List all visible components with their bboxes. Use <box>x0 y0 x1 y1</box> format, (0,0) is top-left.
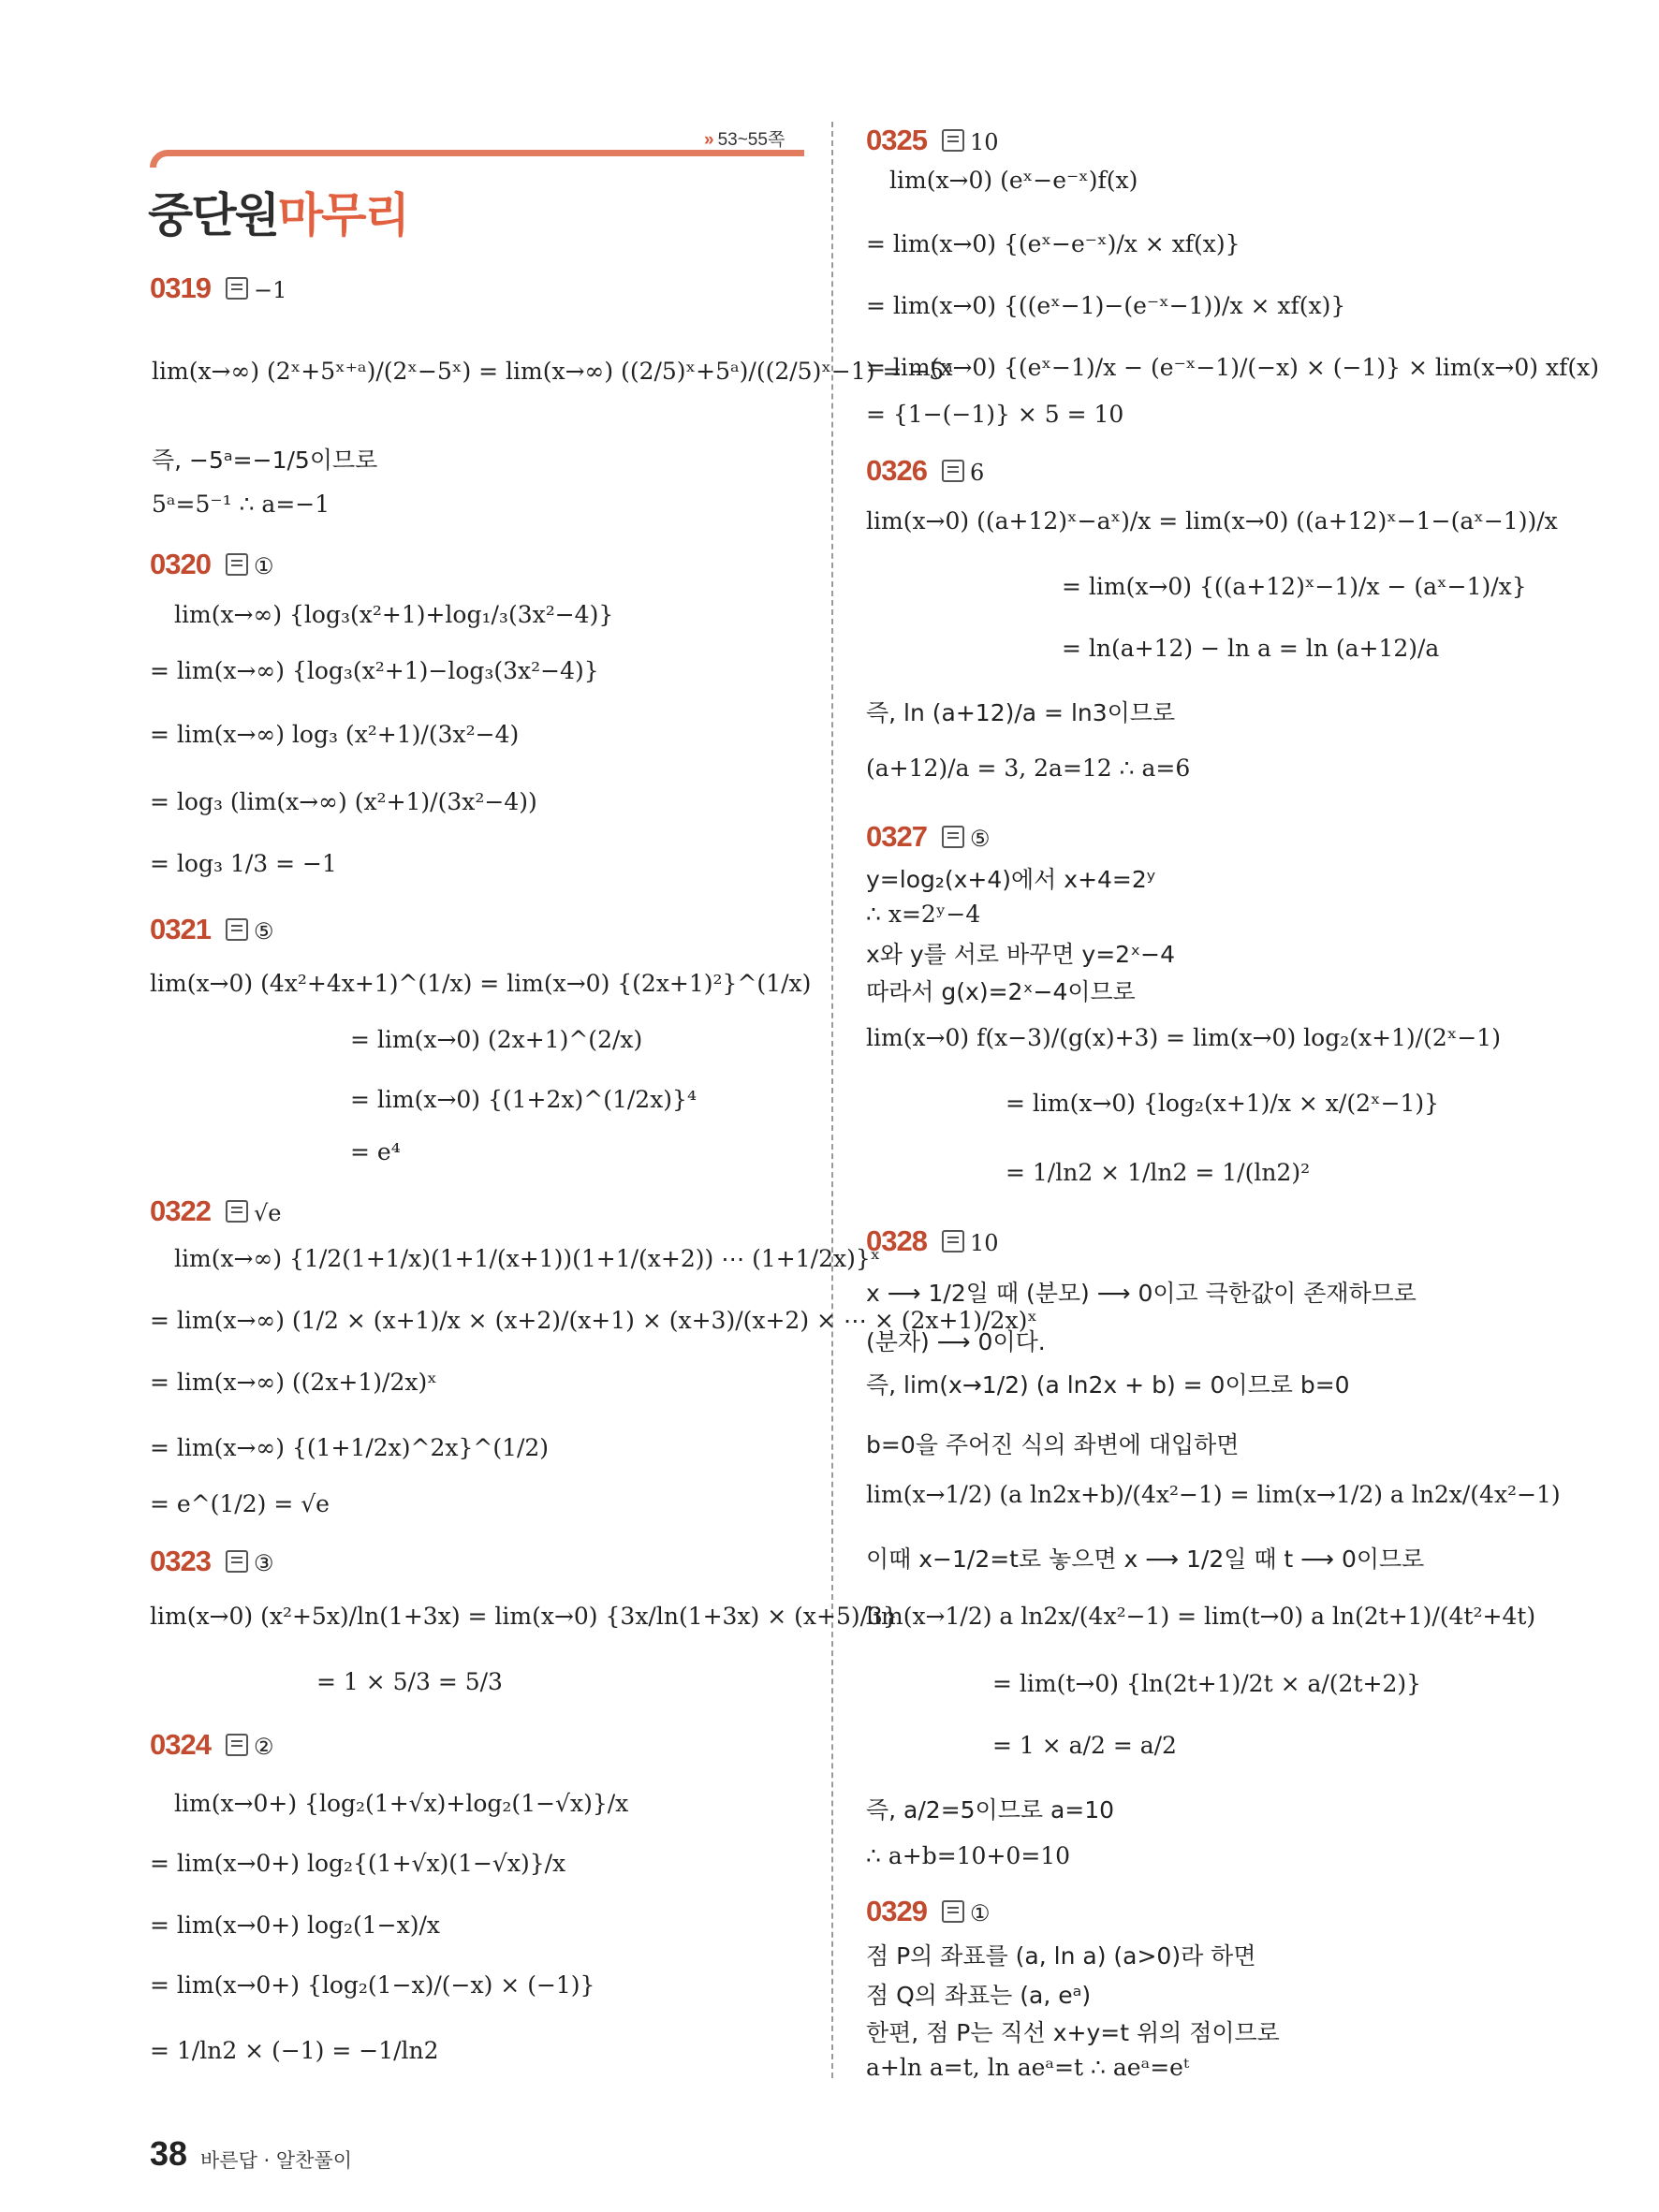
solution-line: = lim(t→0) {ln(2t+1)/2t × a/(2t+2)} <box>992 1670 1422 1697</box>
answer-icon <box>226 277 248 300</box>
solution-line: 즉, −5ᵃ=−1/5이므로 <box>152 447 378 474</box>
solution-line: (분자) ⟶ 0이다. <box>866 1328 1046 1355</box>
solution-line: = log₃ 1/3 = −1 <box>150 850 337 877</box>
solution-line: 즉, ln (a+12)/a = ln3이므로 <box>866 699 1176 726</box>
solution-line: ∴ x=2ʸ−4 <box>866 901 981 928</box>
answer-icon <box>226 553 248 576</box>
solution-line: 따라서 g(x)=2ˣ−4이므로 <box>866 978 1136 1005</box>
problem-answer: ② <box>253 1734 274 1760</box>
problem-number: 0324 <box>150 1728 211 1761</box>
solution-line: x와 y를 서로 바꾸면 y=2ˣ−4 <box>866 941 1176 968</box>
solution-line: 즉, lim(x→1/2) (a ln2x + b) = 0이므로 b=0 <box>866 1371 1350 1399</box>
problem-answer: ⑤ <box>969 826 991 852</box>
answer-icon <box>226 1734 248 1756</box>
section-title <box>148 178 408 245</box>
solution-line: = lim(x→0) {((a+12)ˣ−1)/x − (aˣ−1)/x} <box>1062 573 1527 600</box>
answer-icon <box>942 129 964 152</box>
solution-line: = 1 × a/2 = a/2 <box>992 1732 1177 1759</box>
solution-line: = {1−(−1)} × 5 = 10 <box>866 401 1124 428</box>
problem-number: 0321 <box>150 913 211 945</box>
answer-icon <box>942 826 964 848</box>
solution-line: = lim(x→0) {log₂(x+1)/x × x/(2ˣ−1)} <box>1006 1090 1440 1117</box>
solution-line: lim(x→∞) {1/2(1+1/x)(1+1/(x+1))(1+1/(x+2)) ⋯ (1+1/2x)}ˣ <box>174 1245 881 1272</box>
solution-line: (a+12)/a = 3, 2a=12 ∴ a=6 <box>866 754 1191 782</box>
problem-number: 0319 <box>150 271 211 304</box>
column-divider <box>831 122 833 2078</box>
problem-answer: 6 <box>969 460 985 486</box>
answer-icon <box>942 460 964 482</box>
solution-line: = log₃ (lim(x→∞) (x²+1)/(3x²−4)) <box>150 788 537 815</box>
solution-line: lim(x→∞) (2ˣ+5ˣ⁺ᵃ)/(2ˣ−5ˣ) = lim(x→∞) ((2/5)ˣ+5ᵃ)/((2/5)ˣ−1) = −5ᵃ <box>152 358 953 385</box>
problem-0323 <box>150 1545 273 1578</box>
problem-0325 <box>866 124 999 157</box>
solution-line: = e^(1/2) = √e <box>150 1490 330 1517</box>
solution-line: 한편, 점 P는 직선 x+y=t 위의 점이므로 <box>866 2019 1280 2046</box>
answer-icon <box>942 1230 964 1252</box>
solution-line: lim(x→0) ((a+12)ˣ−aˣ)/x = lim(x→0) ((a+12)ˣ−1−(aˣ−1))/x <box>866 507 1558 535</box>
problem-answer: ① <box>253 553 274 579</box>
solution-line: = lim(x→0+) log₂(1−x)/x <box>150 1912 440 1939</box>
solution-line: 점 Q의 좌표는 (a, eᵃ) <box>866 1982 1092 2009</box>
solution-line: = lim(x→∞) (1/2 × (x+1)/x × (x+2)/(x+1) × (x+3)/(x+2) × ⋯ × (2x+1)/2x)ˣ <box>150 1307 1037 1334</box>
problem-0327 <box>866 820 990 854</box>
problem-number: 0325 <box>866 124 927 156</box>
solution-line: b=0을 주어진 식의 좌변에 대입하면 <box>866 1431 1240 1458</box>
solution-line: = 1/ln2 × 1/ln2 = 1/(ln2)² <box>1006 1159 1311 1186</box>
solution-line: = lim(x→0+) {log₂(1−x)/(−x) × (−1)} <box>150 1971 595 1999</box>
problem-0324 <box>150 1728 273 1762</box>
problem-0320 <box>150 548 273 581</box>
problem-0329 <box>866 1895 990 1928</box>
problem-answer: ③ <box>253 1550 274 1576</box>
problem-0321 <box>150 913 273 946</box>
problem-number: 0322 <box>150 1194 211 1227</box>
solution-line: = lim(x→0) (2x+1)^(2/x) <box>350 1026 643 1053</box>
solution-line: = lim(x→0) {(eˣ−1)/x − (e⁻ˣ−1)/(−x) × (−1)} × lim(x→0) xf(x) <box>866 354 1599 381</box>
solution-line: = lim(x→0) {(1+2x)^(1/2x)}⁴ <box>350 1086 697 1113</box>
problem-number: 0328 <box>866 1224 927 1257</box>
problem-number: 0327 <box>866 820 927 853</box>
problem-0319 <box>150 271 286 305</box>
page-number: 38 <box>150 2134 188 2173</box>
solution-line: = lim(x→∞) ((2x+1)/2x)ˣ <box>150 1369 437 1396</box>
problem-answer: 10 <box>969 1230 999 1256</box>
solution-line: = 1 × 5/3 = 5/3 <box>316 1668 503 1695</box>
problem-answer: −1 <box>253 277 287 303</box>
section-header-bar <box>150 150 804 168</box>
solution-line: lim(x→0+) {log₂(1+√x)+log₂(1−√x)}/x <box>174 1790 629 1817</box>
solution-line: lim(x→1/2) a ln2x/(4x²−1) = lim(t→0) a ln(2t+1)/(4t²+4t) <box>866 1603 1536 1630</box>
section-title-part2: 마무리 <box>277 188 408 242</box>
problem-answer: √e <box>253 1200 282 1226</box>
solution-line: 5ᵃ=5⁻¹ ∴ a=−1 <box>152 491 330 518</box>
problem-number: 0329 <box>866 1895 927 1927</box>
section-title-part1: 중단원 <box>148 188 278 242</box>
solution-line: lim(x→0) (eˣ−e⁻ˣ)f(x) <box>889 167 1138 194</box>
problem-number: 0326 <box>866 454 927 487</box>
problem-answer: 10 <box>969 129 999 155</box>
solution-line: lim(x→0) (4x²+4x+1)^(1/x) = lim(x→0) {(2x+1)²}^(1/x) <box>150 970 812 997</box>
solution-line: = lim(x→0) {(eˣ−e⁻ˣ)/x × xf(x)} <box>866 230 1241 257</box>
solution-line: = 1/ln2 × (−1) = −1/ln2 <box>150 2037 439 2064</box>
problem-number: 0323 <box>150 1545 211 1577</box>
answer-icon <box>226 1200 248 1223</box>
solution-line: lim(x→0) (x²+5x)/ln(1+3x) = lim(x→0) {3x/ln(1+3x) × (x+5)/3} <box>150 1603 898 1630</box>
page-reference: » 53~55쪽 <box>704 130 785 150</box>
problem-number: 0320 <box>150 548 211 580</box>
problem-answer: ① <box>969 1900 991 1926</box>
solution-line: = lim(x→0) {((eˣ−1)−(e⁻ˣ−1))/x × xf(x)} <box>866 292 1346 319</box>
solution-line: a+ln a=t, ln aeᵃ=t ∴ aeᵃ=eᵗ <box>866 2054 1190 2081</box>
solution-line: ∴ a+b=10+0=10 <box>866 1842 1071 1869</box>
answer-icon <box>942 1900 964 1923</box>
solution-line: 이때 x−1/2=t로 놓으면 x ⟶ 1/2일 때 t ⟶ 0이므로 <box>866 1545 1425 1573</box>
book-title: 바른답 · 알찬풀이 <box>200 2149 353 2172</box>
solution-line: = lim(x→∞) log₃ (x²+1)/(3x²−4) <box>150 721 520 748</box>
solution-line: lim(x→1/2) (a ln2x+b)/(4x²−1) = lim(x→1/2) a ln2x/(4x²−1) <box>866 1481 1561 1508</box>
problem-0322 <box>150 1194 281 1228</box>
solution-line: = ln(a+12) − ln a = ln (a+12)/a <box>1062 635 1440 662</box>
solution-line: = e⁴ <box>350 1138 401 1165</box>
answer-icon <box>226 1550 248 1573</box>
solution-line: 점 P의 좌표를 (a, ln a) (a>0)라 하면 <box>866 1942 1256 1970</box>
solution-line: = lim(x→∞) {log₃(x²+1)−log₃(3x²−4)} <box>150 657 599 684</box>
solution-line: y=log₂(x+4)에서 x+4=2ʸ <box>866 866 1156 893</box>
solution-line: 즉, a/2=5이므로 a=10 <box>866 1796 1115 1824</box>
solution-line: x ⟶ 1/2일 때 (분모) ⟶ 0이고 극한값이 존재하므로 <box>866 1280 1417 1307</box>
problem-0326 <box>866 454 984 488</box>
problem-answer: ⑤ <box>253 918 274 945</box>
solution-line: = lim(x→∞) {(1+1/2x)^2x}^(1/2) <box>150 1434 550 1461</box>
solution-line: = lim(x→0+) log₂{(1+√x)(1−√x)}/x <box>150 1850 566 1877</box>
solution-line: lim(x→0) f(x−3)/(g(x)+3) = lim(x→0) log₂(x+1)/(2ˣ−1) <box>866 1024 1501 1051</box>
solution-line: lim(x→∞) {log₃(x²+1)+log₁/₃(3x²−4)} <box>174 601 614 628</box>
answer-icon <box>226 918 248 941</box>
problem-0328 <box>866 1224 999 1258</box>
double-chevron-icon: » <box>704 130 714 150</box>
